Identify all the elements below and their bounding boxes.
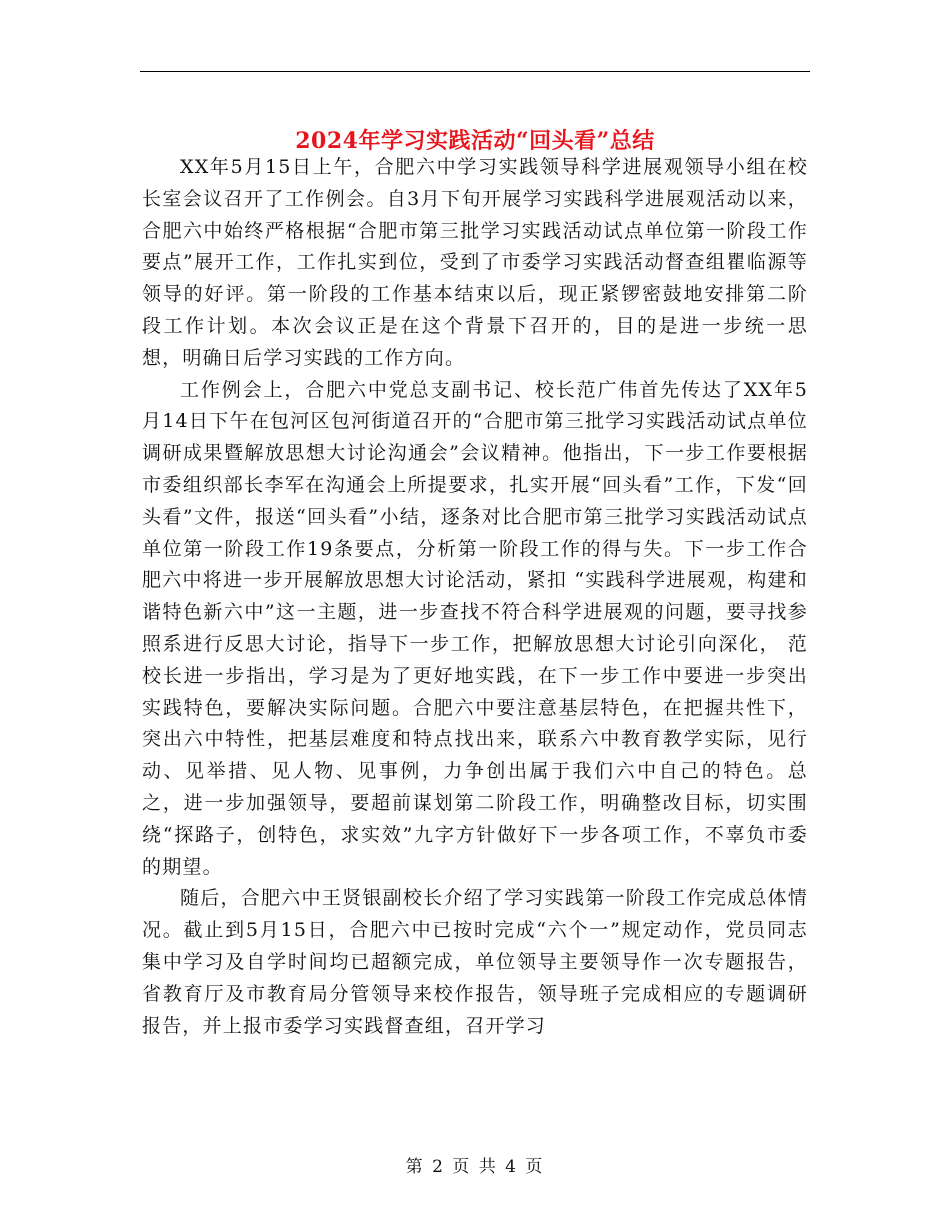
document-title: 2024年学习实践活动“回头看”总结 [295,127,655,154]
paragraph-2: 工作例会上，合肥六中党总支副书记、校长范广伟首先传达了XX年5月14日下午在包河区包河街道召开的“合肥市第三批学习实践活动试点单位调研成果暨解放思想大讨论沟通会”会议精神。他指出，下一步工作要根据市委组织部长李军在沟通会上所提要求，扎实开展“回头看”工作，下发“回头看”文件，报送“回头看”小结，逐条对比合肥市第三批学习实践活动试点单位第一阶段工作19条要点，分析第一阶段工作的得与失。下一步工作合肥六中将进一步开展解放思想大讨论活动，紧扣 “实践科学进展观，构建和谐特色新六中”这一主题，进一步查找不符合科学进展观的问题，要寻找参照系进行反思大讨论，指导下一步工作，把解放思想大讨论引向深化， 范校长进一步指出，学习是为了更好地实践，在下一步工作中要进一步突出实践特色，要解决实际问题。合肥六中要注意基层特色，在把握共性下，突出六中特性，把基层难度和特点找出来，联系六中教育教学实际，见行动、见举措、见人物、见事例，力争创出属于我们六中自己的特色。总之，进一步加强领导，要超前谋划第二阶段工作，明确整改目标，切实围绕“探路子，创特色，求实效”九字方针做好下一步各项工作，不辜负市委的期望。 [142,378,808,878]
paragraph-3: 随后，合肥六中王贤银副校长介绍了学习实践第一阶段工作完成总体情况。截止到5月15日，合肥六中已按时完成“六个一”规定动作，党员同志集中学习及自学时间均已超额完成，单位领导主要领导作一次专题报告，省教育厅及市教育局分管领导来校作报告，领导班子完成相应的专题调研报告，并上报市委学习实践督查组，召开学习 [142,887,808,1037]
paragraph-1: XX年5月15日上午，合肥六中学习实践领导科学进展观领导小组在校长室会议召开了工作例会。自3月下旬开展学习实践科学进展观活动以来，合肥六中始终严格根据“合肥市第三批学习实践活动试点单位第一阶段工作要点”展开工作，工作扎实到位，受到了市委学习实践活动督查组瞿临源等领导的好评。第一阶段的工作基本结束以后，现正紧锣密鼓地安排第二阶段工作计划。本次会议正是在这个背景下召开的，目的是进一步统一思想，明确日后学习实践的工作方向。 [142,156,808,369]
document-body [142,152,808,1042]
header-rule [140,71,810,72]
page-number-footer: 第 2 页 共 4 页 [405,1157,545,1177]
